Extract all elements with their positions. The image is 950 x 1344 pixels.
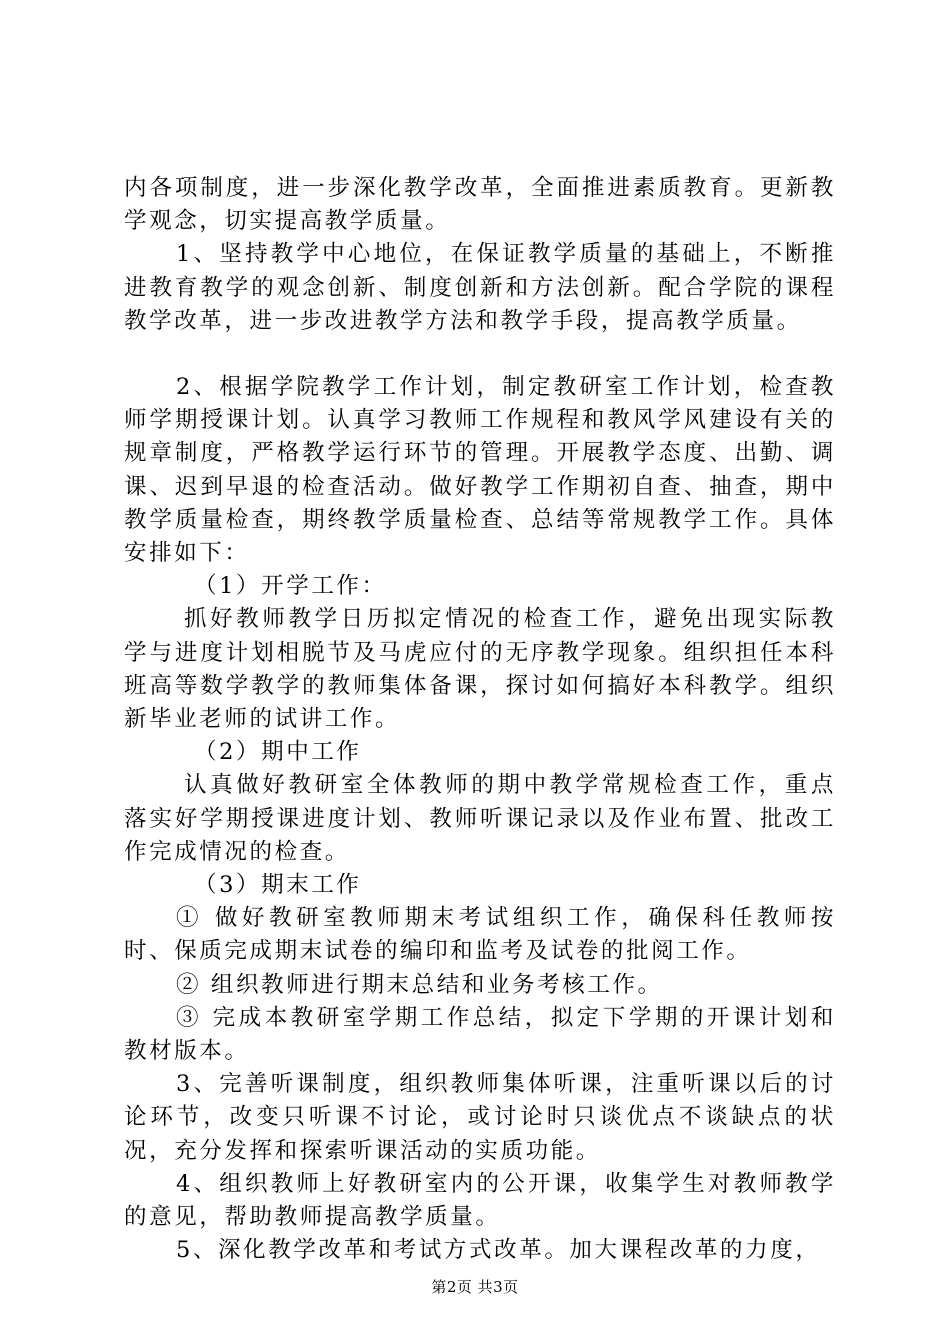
subheading-opening-work: （1）开学工作：: [194, 573, 387, 600]
paragraph-item-3: 3、完善听课制度，组织教师集体听课，注重听课以后的讨论环节，改变只听课不讨论，或讨论时只谈优点不谈缺点的状况，充分发挥和探索听课活动的实质功能。: [124, 1071, 836, 1164]
paragraph-item-5: 5、深化教学改革和考试方式改革。加大课程改革的力度，: [176, 1237, 821, 1264]
page-number-footer: 第2页 共3页: [431, 1278, 519, 1296]
paragraph-continuation: 内各项制度，进一步深化教学改革，全面推进素质教育。更新教学观念，切实提高教学质量。: [124, 175, 836, 235]
paragraph-item-4: 4、组织教师上好教研室内的公开课，收集学生对教师教学的意见，帮助教师提高教学质量。: [124, 1170, 836, 1231]
paragraph-item-1: 1、坚持教学中心地位，在保证教学质量的基础上，不断推进教育教学的观念创新、制度创新和方法创新。配合学院的课程教学改革，进一步改进教学方法和教学手段，提高教学质量。: [124, 241, 836, 334]
paragraph-midterm-work: 认真做好教研室全体教师的期中教学常规检查工作，重点落实好学期授课进度计划、教师听课记录以及作业布置、批改工作完成情况的检查。: [124, 772, 836, 865]
paragraph-spacer: [124, 338, 836, 371]
paragraph-final-item-1: ① 做好教研室教师期末考试组织工作，确保科任教师按时、保质完成期末试卷的编印和监考及试卷的批阅工作。: [124, 905, 836, 965]
subheading-midterm-work: （2）期中工作: [194, 739, 362, 766]
paragraph-item-2: 2、根据学院教学工作计划，制定教研室工作计划，检查教师学期授课计划。认真学习教师工作规程和教风学风建设有关的规章制度，严格教学运行环节的管理。开展教学态度、出勤、调课、迟到早退的检查活动。做好教学工作期初自查、抽查，期中教学质量检查，期终教学质量检查、总结等常规教学工作。具体安排如下：: [124, 374, 836, 567]
paragraph-opening-work: 抓好教师教学日历拟定情况的检查工作，避免出现实际教学与进度计划相脱节及马虎应付的无序教学现象。组织担任本科班高等数学教学的教师集体备课，探讨如何搞好本科教学。组织新毕业老师的试讲工作。: [124, 606, 836, 733]
document-body: [124, 172, 836, 1268]
paragraph-final-item-3: ③ 完成本教研室学期工作总结，拟定下学期的开课计划和教材版本。: [124, 1004, 836, 1065]
subheading-final-work: （3）期末工作: [194, 872, 362, 899]
paragraph-final-item-2: ② 组织教师进行期末总结和业务考核工作。: [176, 971, 663, 998]
